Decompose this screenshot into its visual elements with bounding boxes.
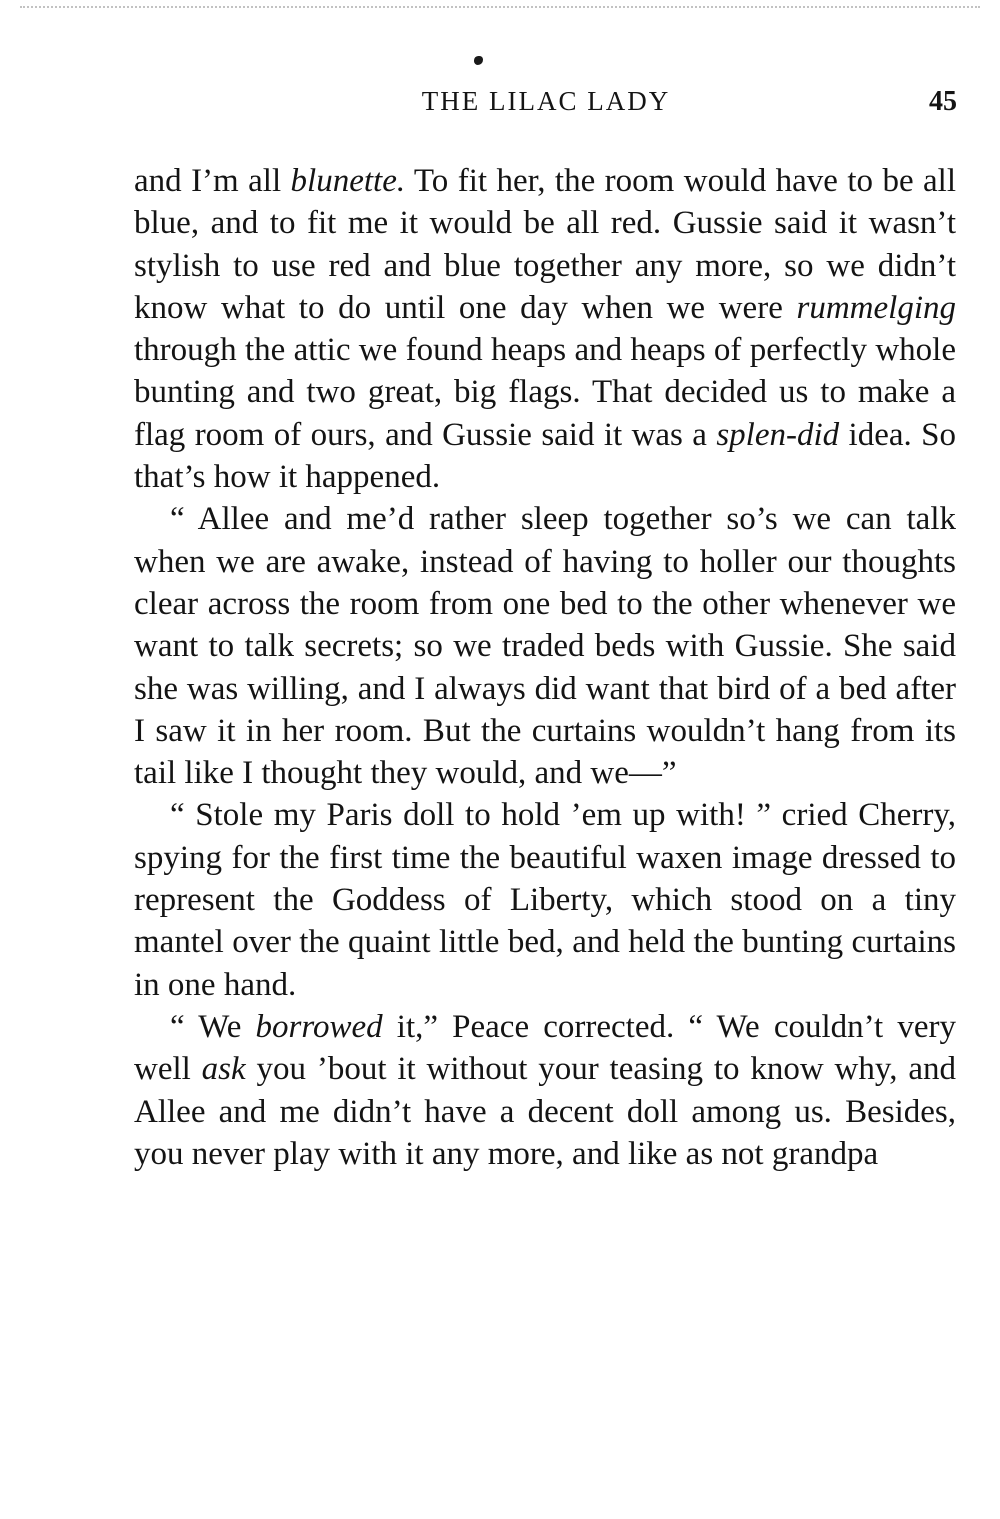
text-run: it,” Peace corrected. “ We couldn’t very well bbox=[134, 1008, 957, 1088]
paragraph bbox=[134, 794, 956, 1005]
running-title: THE LILAC LADY bbox=[421, 86, 671, 116]
italic-text: ask bbox=[201, 1051, 246, 1088]
text-run: “ We bbox=[170, 1008, 256, 1045]
text-run: you ’bout it without your teasing to know why, and Allee and me didn’t have a decent doll among us. Besides, you never play with it any more, and like as not grandpa bbox=[134, 1051, 956, 1172]
italic-text: blunette. bbox=[290, 163, 406, 199]
text-run: To fit her, the room would have to be all blue, and to fit me it would be all red. Gussie said it wasn’t stylish to use red and blue together any more, so we didn’t know what to do until one day when we were bbox=[134, 163, 957, 326]
text-run: idea. So that’s how it happened. bbox=[134, 416, 956, 496]
running-header bbox=[135, 86, 957, 126]
page-number: 45 bbox=[929, 86, 957, 117]
ink-speck bbox=[474, 56, 483, 65]
paragraph bbox=[134, 498, 956, 794]
text-run: “ Stole my Paris doll to hold ’em up with! ” cried Cherry, spying for the first time the beautiful waxen image dressed to represent the Goddess of Liberty, which stood on a tiny mantel over the quaint little bed, and held the bunting curtains in one hand. bbox=[134, 797, 956, 1003]
scan-edge-noise bbox=[20, 6, 980, 10]
italic-text: rummelging bbox=[796, 289, 956, 326]
paragraph bbox=[134, 1006, 956, 1175]
text-run: and I’m all bbox=[134, 163, 291, 199]
paragraph bbox=[134, 160, 956, 498]
italic-text: splen-did bbox=[716, 416, 840, 453]
body-text bbox=[134, 160, 956, 1175]
text-run: “ Allee and me’d rather sleep together so’s we can talk when we are awake, instead of having to holler our thoughts clear across the room from one bed to the other whenever we want to talk secrets; so we traded beds with Gussie. She said she was willing, and I always did want that bird of a bed after I saw it in her room. But the curtains wouldn’t hang from its tail like I thought they would, and we—” bbox=[134, 501, 956, 792]
text-run: through the attic we found heaps and heaps of perfectly whole bunting and two great, big flags. That decided us to make a flag room of ours, and Gussie said it was a bbox=[134, 332, 956, 453]
italic-text: borrowed bbox=[255, 1008, 383, 1045]
